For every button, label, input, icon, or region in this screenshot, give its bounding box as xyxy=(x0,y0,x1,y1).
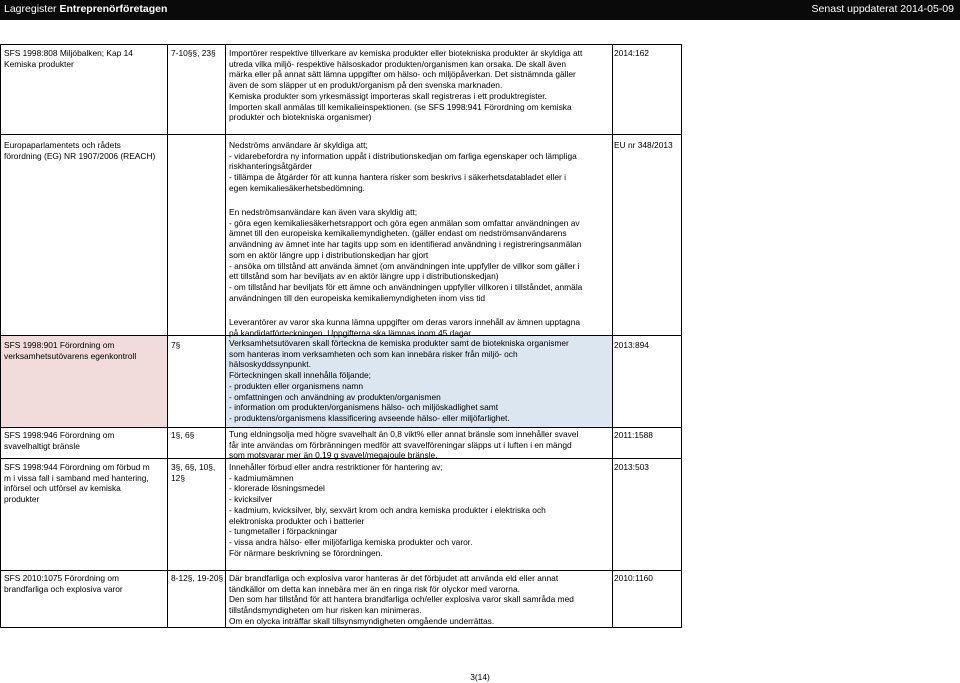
section-cell: 3§, 6§, 10§, 12§ xyxy=(171,462,216,483)
last-updated: Senast uppdaterat 2014-05-09 xyxy=(811,3,954,15)
law-cell: SFS 1998:944 Förordning om förbud m m i vissa fall i samband med hantering, införsel och utförsel av kemiska produkter xyxy=(4,462,150,505)
row-divider xyxy=(0,134,682,135)
row-divider xyxy=(0,427,682,428)
description-cell-suppliers: Leverantörer av varor ska kunna lämna uppgifter om deras varors innehåll av ämnen upptagna på kandidatförteckningen. Uppgifterna ska lämnas inom 45 dagar. xyxy=(229,317,581,338)
column-divider xyxy=(0,44,1,628)
law-cell: Europaparlamentets och rådets förordning (EG) NR 1907/2006 (REACH) xyxy=(4,140,156,161)
description-cell: Verksamhetsutövaren skall förteckna de kemiska produkter samt de biotekniska organismer som hanteras inom verksamheten och som kan innebära risker från miljö- och hälsoskyddssynpunkt. Förteckningen skall innehålla följande; - produkten eller organismens namn - omfattningen och användning av produkten/organismen - information om produkten/organismens hälso- och miljöskadlighet samt - produktens/organismens klassificering avseende hälso- eller miljöfarlighet. xyxy=(229,338,569,423)
law-cell: SFS 2010:1075 Förordning om brandfarliga och explosiva varor xyxy=(4,573,123,594)
section-cell: 7§ xyxy=(171,340,181,350)
table-bottom-border xyxy=(0,627,682,628)
header-title xyxy=(4,3,167,15)
description-cell: Tung eldningsolja med högre svavelhalt än 0,8 vikt% eller annat bränsle som innehåller svavel får inte användas om förbränningen medför att svavelföreningar släpps ut i luften i en mängd som motsvarar mer än 0,19 g svavel/megajoule bränsle. xyxy=(229,429,579,461)
page-number: 3(14) xyxy=(470,672,490,682)
row-divider xyxy=(0,570,682,571)
law-cell: SFS 1998:946 Förordning om svavelhaltigt bränsle xyxy=(4,430,115,451)
column-divider xyxy=(167,44,168,628)
column-divider xyxy=(612,44,613,628)
description-cell: Innehåller förbud eller andra restriktioner för hantering av; - kadmiumämnen - klorerade lösningsmedel - kvicksilver - kadmium, kvicksilver, bly, sexvärt krom och andra kemiska produkter i elektriska och elektroniska produkter och i batterier - tungmetaller i förpackningar - vissa andra hälso- eller miljöfarliga kemiska produkter och varor. För närmare beskrivning se förordningen. xyxy=(229,462,546,558)
description-cell: Nedströms användare är skyldiga att; - vidarebefordra ny information uppåt i distributionskedjan om farliga egenskaper och lämpliga riskhanteringsåtgärder - tillämpa de åtgärder för att kunna hantera risker som beskrivs i säkerhetsdatabladet eller i egen kemikaliesäkerhetsbedömning. xyxy=(229,140,577,193)
section-cell: 8-12§, 19-20§ xyxy=(171,573,224,583)
section-cell: 1§, 6§ xyxy=(171,430,195,440)
reference-cell: 2011:1588 xyxy=(614,430,653,440)
company-name: Entreprenörföretagen xyxy=(59,3,168,15)
table-top-border xyxy=(0,44,682,45)
law-cell: SFS 1998:901 Förordning om verksamhetsutövarens egenkontroll xyxy=(4,340,137,361)
description-cell: Importörer respektive tillverkare av kemiska produkter eller biotekniska produkter är skyldiga att utreda vilka miljö- respektive hälsoskador produkten/organismen kan orsaka. De skall även märka eller på annat sätt lämna uppgifter om hälso- och miljöpåverkan. Det sistnämnda gäller även de som släpper ut en produkt/organism på den svenska marknaden. Kemiska produkter som yrkesmässigt importeras skall registreras i ett produktregister. Importen skall anmälas till kemikalieinspektionen. (se SFS 1998:941 Förordning om kemiska produkter och biotekniska organismer) xyxy=(229,48,583,123)
register-label: Lagregister xyxy=(4,3,57,15)
column-divider xyxy=(681,44,682,628)
reference-cell: 2013:503 xyxy=(614,462,649,472)
reference-cell: 2013:894 xyxy=(614,340,649,350)
law-cell: SFS 1998:808 Miljöbalken; Kap 14 Kemiska produkter xyxy=(4,48,133,69)
reference-cell: 2014:162 xyxy=(614,48,649,58)
header-bar xyxy=(0,0,960,20)
column-divider xyxy=(225,44,226,628)
reference-cell: EU nr 348/2013 xyxy=(614,140,673,150)
reference-cell: 2010:1160 xyxy=(614,573,653,583)
description-cell-continued: En nedströmsanvändare kan även vara skyldig att; - göra egen kemikaliesäkerhetsrapport och göra egen anmälan som omfattar användningen av ämnet till den europeiska kemikaliemyndigheten. (gäller endast om nedströmsanvändarens användning av ämnet inte har tagits upp som en identifierad användning i registreringsanmälan som en aktör längre upp i distributionskedjan har gjort - ansöka om tillstånd att använda ämnet (om användningen inte uppfyller de villkor som gäller i ett tillstånd som har beviljats av en aktör längre upp i distributionskedjan) - om tillstånd har beviljats för ett ämne och användningen uppfyller villkoren i tillståndet, anmäla användningen till den europeiska kemikaliemyndigheten inom viss tid xyxy=(229,207,583,303)
description-cell: Där brandfarliga och explosiva varor hanteras är det förbjudet att använda eld eller annat tändkällor om detta kan innebära mer än en ringa risk för olyckor med varorna. Den som har tillstånd för att hantera brandfarliga och/eller explosiva varor skall samråda med tillståndsmyndigheten om hur risken kan minimeras. Om en olycka inträffar skall tillsynsmyndigheten omgående underrättas. xyxy=(229,573,574,626)
section-cell: 7-10§§, 23§ xyxy=(171,48,216,58)
